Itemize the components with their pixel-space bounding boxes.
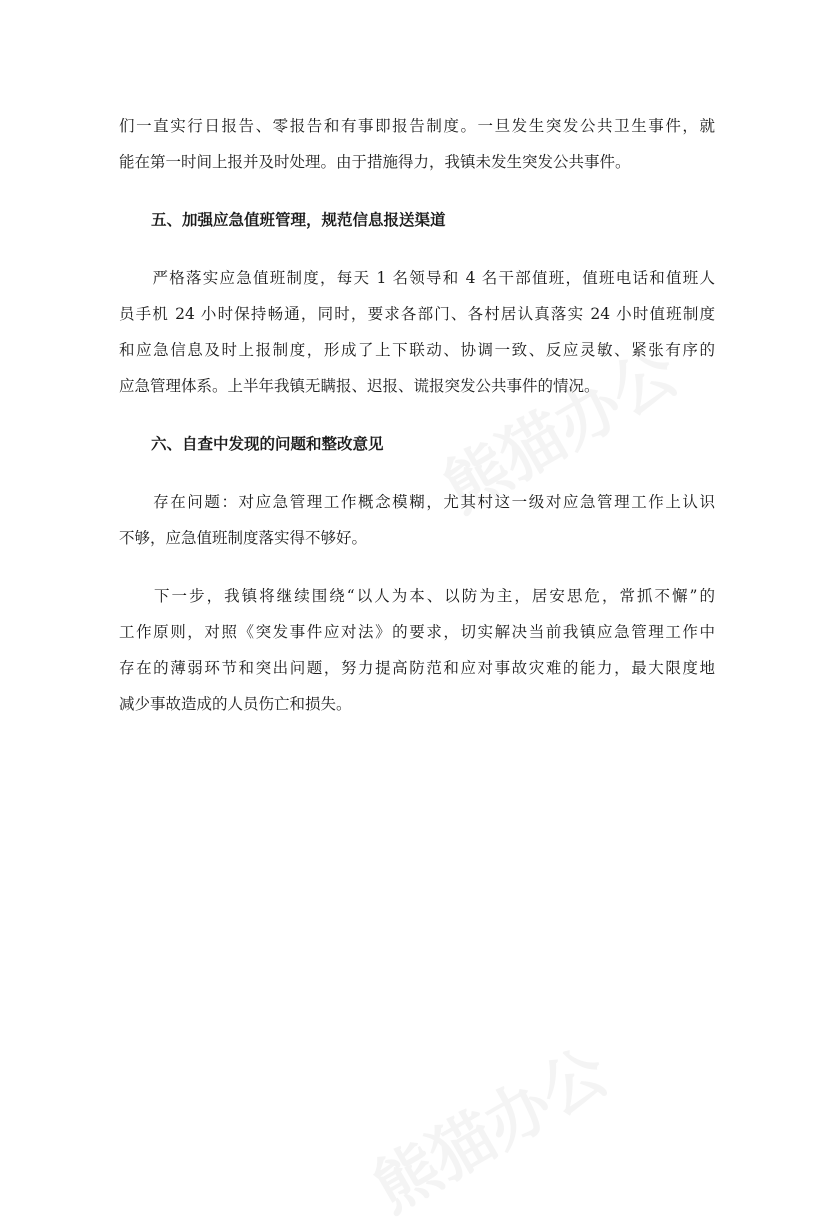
text-line: 员手机 24 小时保持畅通，同时，要求各部门、各村居认真落实 24 小时值班制度: [119, 305, 715, 323]
text-line: 存在的薄弱环节和突出问题，努力提高防范和应对事故灾难的能力，最大限度地: [119, 659, 715, 677]
text-line: 们一直实行日报告、零报告和有事即报告制度。一旦发生突发公共卫生事件，就: [119, 117, 715, 135]
document-body: [119, 108, 715, 744]
text-line: 应急管理体系。上半年我镇无瞒报、迟报、谎报突发公共事件的情况。: [119, 377, 600, 395]
text-line: 工作原则，对照《突发事件应对法》的要求，切实解决当前我镇应急管理工作中: [119, 623, 715, 641]
watermark: [354, 1022, 622, 1230]
section-heading-five: 五、加强应急值班管理，规范信息报送渠道: [151, 211, 446, 229]
paragraph-duty-management: [119, 260, 715, 404]
section-heading-six: 六、自查中发现的问题和整改意见: [151, 435, 384, 453]
text-line: 严格落实应急值班制度，每天 1 名领导和 4 名干部值班，值班电话和值班人: [119, 269, 715, 287]
text-line: 不够，应急值班制度落实得不够好。: [119, 529, 368, 547]
text-line: 能在第一时间上报并及时处理。由于措施得力，我镇未发生突发公共事件。: [119, 153, 631, 171]
text-line: 减少事故造成的人员伤亡和损失。: [119, 695, 352, 713]
paragraph-next-steps: [119, 578, 715, 722]
paragraph-reporting: [119, 108, 715, 180]
text-line: 存在问题：对应急管理工作概念模糊，尤其村这一级对应急管理工作上认识: [119, 493, 715, 511]
text-line: 下一步，我镇将继续围绕“以人为本、以防为主，居安思危，常抓不懈”的: [119, 587, 715, 605]
paragraph-problems: [119, 484, 715, 556]
text-line: 和应急信息及时上报制度，形成了上下联动、协调一致、反应灵敏、紧张有序的: [119, 341, 715, 359]
